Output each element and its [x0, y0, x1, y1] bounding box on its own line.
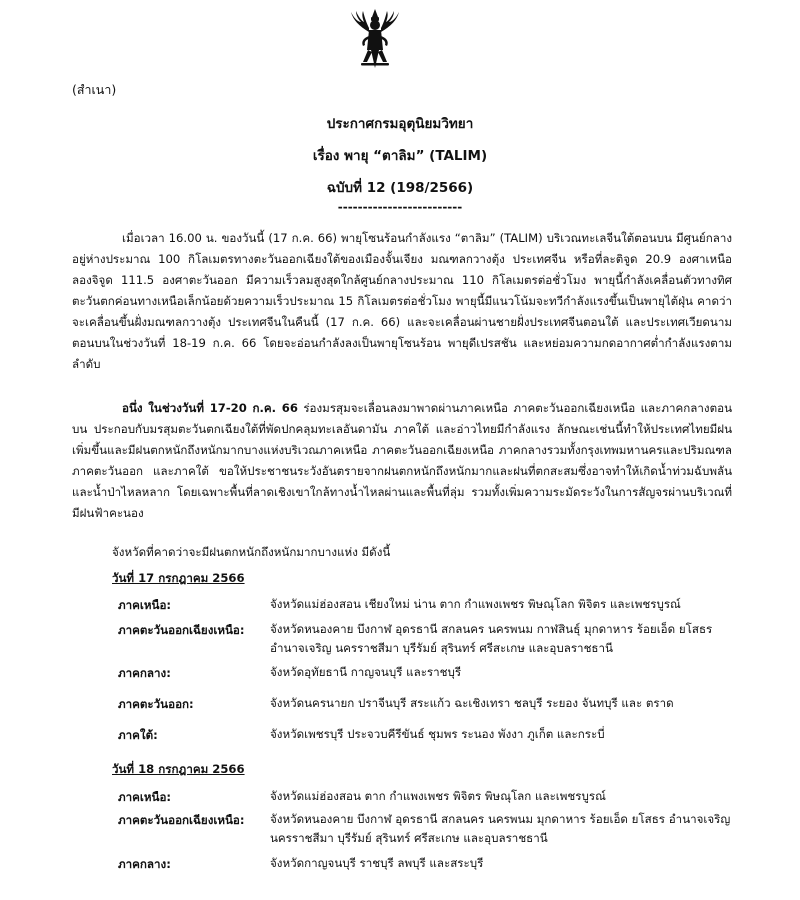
- paragraph-monsoon-warning: [72, 398, 732, 524]
- region-provinces: จังหวัดเพชรบุรี ประจวบคีรีขันธ์ ชุมพร ระนอง พังงา ภูเก็ต และกระบี่: [270, 727, 605, 741]
- paragraph-text: ร่องมรสุมจะเลื่อนลงมาพาดผ่านภาคเหนือ ภาคตะวันออกเฉียงเหนือ และภาคกลางตอนบน ประกอบกับมรสุมตะวันตกเฉียงใต้ที่พัดปกคลุมทะเลอันดามัน ภาคใต้ และอ่าวไทยมีกำลังแรง ลักษณะเช่นนี้ทำให้ประเทศไทยมีฝนเพิ่มขึ้นและมีฝนตกหนักถึงหนักมากบางแห่งบริเวณภาคเหนือ ภาคตะวันออกเฉียงเหนือ ภาคกลางรวมทั้งกรุงเทพมหานครและปริมณฑล ภาคตะวันออก และภาคใต้ ขอให้ประชาชนระวังอันตรายจากฝนตกหนักถึงหนักมากและฝนที่ตกสะสมซึ่งอาจทำให้เกิดน้ำท่วมฉับพลันและน้ำป่าไหลหลาก โดยเฉพาะพื้นที่ลาดเชิงเขาใกล้ทางน้ำไหลผ่านและพื้นที่ลุ่ม รวมทั้งเพิ่มความระมัดระวังในการสัญจรผ่านบริเวณที่มีฝนฟ้าคะนอง: [72, 401, 732, 520]
- date-heading: วันที่ 17 กรกฎาคม 2566: [112, 571, 245, 585]
- region-label: ภาคตะวันออก:: [118, 697, 194, 711]
- announcement-subject: เรื่อง พายุ “ตาลิม” (TALIM): [312, 148, 488, 164]
- provinces-intro: จังหวัดที่คาดว่าจะมีฝนตกหนักถึงหนักมากบางแห่ง มีดังนี้: [112, 545, 391, 559]
- region-provinces: จังหวัดหนองคาย บึงกาฬ อุดรธานี สกลนคร นครพนม กาฬสินธุ์ มุกดาหาร ร้อยเอ็ด ยโสธร อำนาจเจริญ นครราชสีมา บุรีรัมย์ สุรินทร์ ศรีสะเกษ และอุบลราชธานี: [270, 622, 713, 655]
- region-provinces: จังหวัดกาญจนบุรี ราชบุรี ลพบุรี และสระบุรี: [270, 856, 484, 870]
- date-heading: วันที่ 18 กรกฎาคม 2566: [112, 762, 245, 776]
- copy-label: (สำเนา): [72, 82, 117, 97]
- region-provinces: จังหวัดนครนายก ปราจีนบุรี สระแก้ว ฉะเชิงเทรา ชลบุรี ระยอง จันทบุรี และ ตราด: [270, 696, 674, 710]
- region-label: ภาคกลาง:: [118, 857, 171, 871]
- region-label: ภาคเหนือ:: [118, 790, 172, 804]
- announcement-issue: ฉบับที่ 12 (198/2566): [326, 180, 474, 196]
- region-label: ภาคตะวันออกเฉียงเหนือ:: [118, 623, 245, 637]
- announcement-title: ประกาศกรมอุตุนิยมวิทยา: [326, 116, 474, 132]
- separator-line: -------------------------: [337, 200, 463, 214]
- region-label: ภาคกลาง:: [118, 666, 171, 680]
- region-label: ภาคใต้:: [118, 728, 158, 742]
- region-label: ภาคเหนือ:: [118, 598, 172, 612]
- paragraph-lead: อนึ่ง ในช่วงวันที่ 17-20 ก.ค. 66: [122, 401, 298, 415]
- region-provinces: จังหวัดแม่ฮ่องสอน ตาก กำแพงเพชร พิจิตร พิษณุโลก และเพชรบูรณ์: [270, 789, 606, 803]
- region-provinces: จังหวัดหนองคาย บึงกาฬ อุดรธานี สกลนคร นครพนม มุกดาหาร ร้อยเอ็ด ยโสธร อำนาจเจริญ นครราชสีมา บุรีรัมย์ สุรินทร์ ศรีสะเกษ และอุบลราชธานี: [270, 812, 731, 845]
- region-provinces: จังหวัดแม่ฮ่องสอน เชียงใหม่ น่าน ตาก กำแพงเพชร พิษณุโลก พิจิตร และเพชรบูรณ์: [270, 597, 681, 611]
- region-label: ภาคตะวันออกเฉียงเหนือ:: [118, 813, 245, 827]
- garuda-emblem-icon: [349, 8, 401, 70]
- paragraph-text: เมื่อเวลา 16.00 น. ของวันนี้ (17 ก.ค. 66) พายุโซนร้อนกำลังแรง “ตาลิม” (TALIM) บริเวณทะเลจีนใต้ตอนบน มีศูนย์กลางอยู่ห่างประมาณ 100 กิโลเมตรทางตะวันออกเฉียงใต้ของเมืองจั้นเจียง มณฑลกวางตุ้ง ประเทศจีน หรือที่ละติจูด 20.9 องศาเหนือ ลองจิจูด 111.5 องศาตะวันออก มีความเร็วลมสูงสุดใกล้ศูนย์กลางประมาณ 110 กิโลเมตรต่อชั่วโมง พายุนี้กำลังเคลื่อนตัวทางทิศตะวันตกค่อนทางเหนือเล็กน้อยด้วยความเร็วประมาณ 15 กิโลเมตรต่อชั่วโมง พายุนี้มีแนวโน้มจะทวีกำลังแรงขึ้นเป็นพายุไต้ฝุ่น คาดว่าจะเคลื่อนขึ้นฝั่งมณฑลกวางตุ้ง ประเทศจีนในคืนนี้ (17 ก.ค. 66) และจะเคลื่อนผ่านชายฝั่งประเทศจีนตอนใต้ และประเทศเวียดนามตอนบนในช่วงวันที่ 18-19 ก.ค. 66 โดยจะอ่อนกำลังลงเป็นพายุโซนร้อน พายุดีเปรสชัน และหย่อมความกดอากาศต่ำกำลังแรงตามลำดับ: [72, 231, 732, 371]
- region-provinces: จังหวัดอุทัยธานี กาญจนบุรี และราชบุรี: [270, 665, 462, 679]
- paragraph-storm-status: [72, 228, 732, 375]
